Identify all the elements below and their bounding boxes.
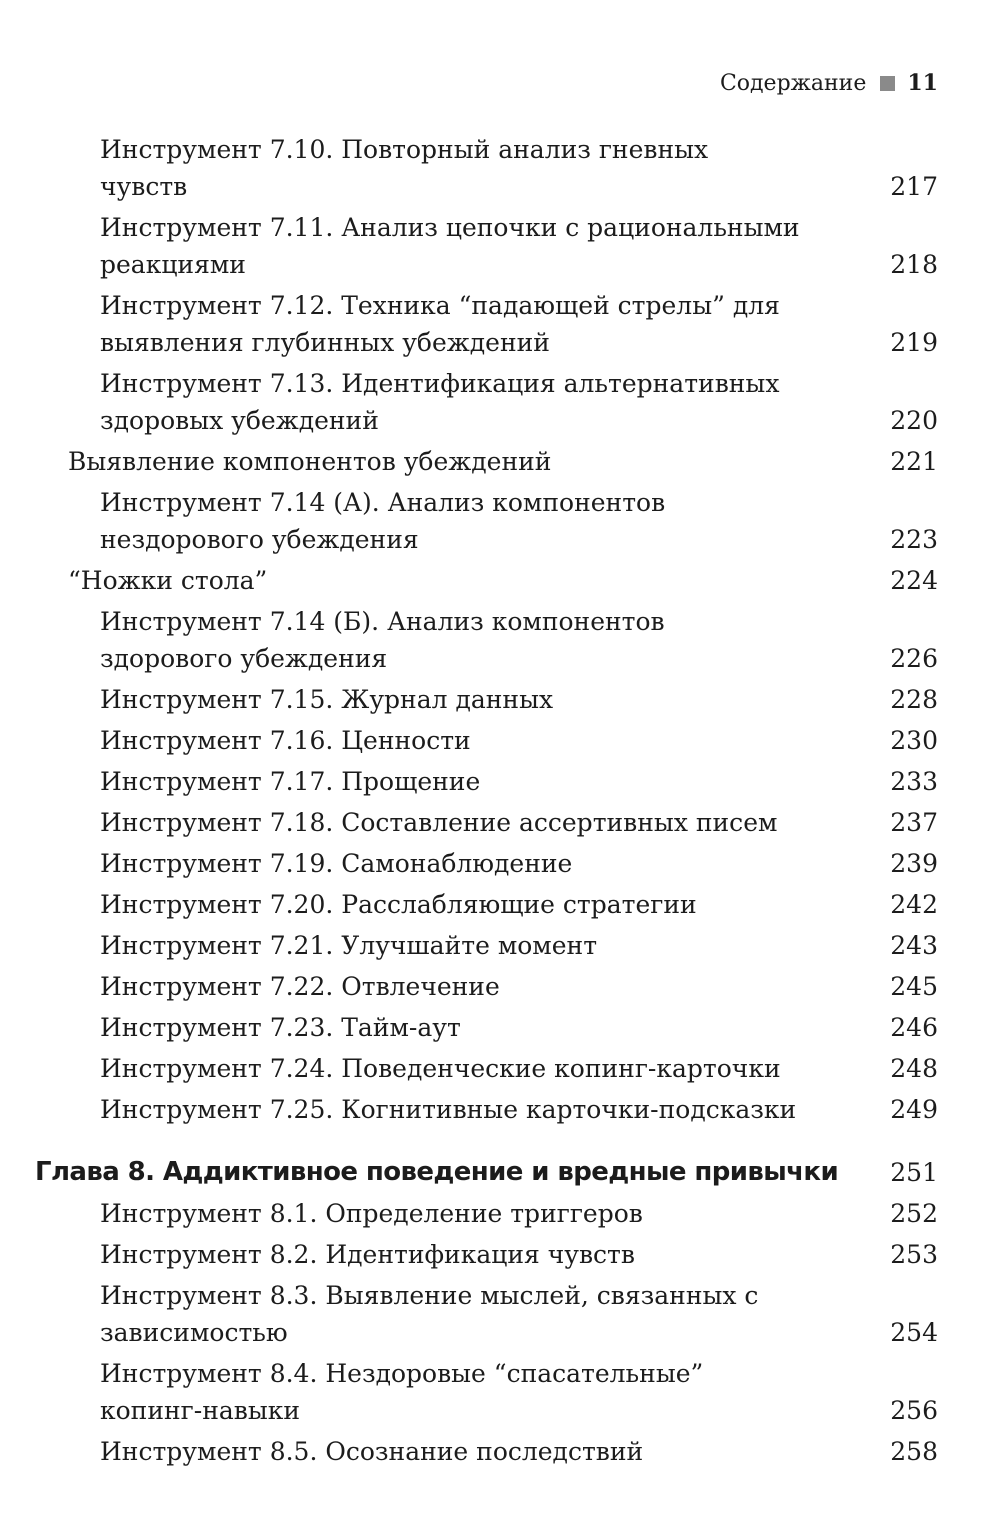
square-bullet-icon: [880, 76, 895, 91]
toc-entry-title: Инструмент 8.3. Выявление мыслей, связанных с зависимостью: [100, 1281, 759, 1347]
toc-entry-page: 253: [890, 1240, 938, 1269]
toc-entry-page: 249: [890, 1095, 938, 1124]
toc-chapter-page: 251: [890, 1158, 938, 1187]
toc-section-page: 224: [890, 566, 938, 595]
toc-entry-title: Инструмент 7.20. Расслабляющие стратегии: [100, 890, 697, 919]
toc-entry-page: 223: [890, 525, 938, 554]
toc-entry-page: 218: [890, 250, 938, 279]
toc-entry: [0, 603, 1000, 677]
toc-entry-title: Инструмент 7.16. Ценности: [100, 726, 471, 755]
toc-entry-title: Инструмент 7.15. Журнал данных: [100, 685, 554, 714]
toc-section-page: 221: [890, 447, 938, 476]
toc-entry: [0, 1277, 1000, 1351]
toc-entry-title: Инструмент 7.13. Идентификация альтернативных здоровых убеждений: [100, 369, 780, 435]
toc-entry-title: Инструмент 8.1. Определение триггеров: [100, 1199, 643, 1228]
toc-entry-page: 226: [890, 644, 938, 673]
toc-entry: [0, 1091, 1000, 1128]
toc-entry: [0, 1009, 1000, 1046]
toc-entry-title: Инструмент 8.4. Нездоровые “спасательные” копинг-навыки: [100, 1359, 704, 1425]
toc-entry-title: Инструмент 7.23. Тайм-аут: [100, 1013, 461, 1042]
toc-entry: [0, 484, 1000, 558]
toc-entry: [0, 681, 1000, 718]
toc-entry-page: 242: [890, 890, 938, 919]
toc-entry-page: 256: [890, 1396, 938, 1425]
toc-entry-title: Инструмент 7.11. Анализ цепочки с рациональными реакциями: [100, 213, 800, 279]
table-of-contents: [0, 131, 1000, 1474]
toc-entry-title: Инструмент 8.2. Идентификация чувств: [100, 1240, 635, 1269]
toc-entry-title: Инструмент 7.14 (А). Анализ компонентов нездорового убеждения: [100, 488, 666, 554]
toc-entry-page: 243: [890, 931, 938, 960]
toc-entry-page: 237: [890, 808, 938, 837]
toc-entry-title: Инструмент 7.12. Техника “падающей стрелы” для выявления глубинных убеждений: [100, 291, 780, 357]
toc-entry-page: 258: [890, 1437, 938, 1466]
section-title: Содержание: [719, 70, 867, 96]
toc-entry-title: Инструмент 7.14 (Б). Анализ компонентов здорового убеждения: [100, 607, 665, 673]
toc-entry: [0, 1355, 1000, 1429]
toc-entry-page: 217: [890, 172, 938, 201]
toc-entry: [0, 722, 1000, 759]
toc-entry-page: 228: [890, 685, 938, 714]
toc-entry: [0, 131, 1000, 205]
toc-entry-page: 220: [890, 406, 938, 435]
toc-entry-title: Инструмент 7.25. Когнитивные карточки-подсказки: [100, 1095, 797, 1124]
toc-entry: [0, 968, 1000, 1005]
toc-entry-title: Инструмент 7.10. Повторный анализ гневных чувств: [100, 135, 709, 201]
toc-entry: [0, 1195, 1000, 1232]
toc-entry: [0, 365, 1000, 439]
toc-entry-title: Инструмент 7.24. Поведенческие копинг-карточки: [100, 1054, 781, 1083]
toc-section: [0, 562, 1000, 599]
toc-entry-page: 248: [890, 1054, 938, 1083]
toc-entry-page: 252: [890, 1199, 938, 1228]
toc-entry: [0, 1433, 1000, 1470]
toc-entry-page: 254: [890, 1318, 938, 1347]
toc-entry: [0, 927, 1000, 964]
toc-entry-page: 239: [890, 849, 938, 878]
toc-entry-page: 230: [890, 726, 938, 755]
toc-section-title: “Ножки стола”: [68, 566, 268, 595]
toc-entry-title: Инструмент 7.21. Улучшайте момент: [100, 931, 598, 960]
toc-section: [0, 443, 1000, 480]
toc-entry: [0, 804, 1000, 841]
toc-entry: [0, 287, 1000, 361]
toc-entry: [0, 886, 1000, 923]
running-head: [720, 70, 938, 96]
toc-entry-page: 219: [890, 328, 938, 357]
toc-section-title: Выявление компонентов убеждений: [68, 447, 552, 476]
toc-entry-title: Инструмент 7.17. Прощение: [100, 767, 481, 796]
page-number: 11: [907, 70, 938, 96]
toc-entry: [0, 763, 1000, 800]
toc-chapter: [0, 1154, 1000, 1191]
toc-chapter-title: Глава 8. Аддиктивное поведение и вредные привычки: [35, 1157, 839, 1187]
toc-entry: [0, 1050, 1000, 1087]
toc-entry-page: 246: [890, 1013, 938, 1042]
toc-entry-title: Инструмент 7.19. Самонаблюдение: [100, 849, 573, 878]
toc-entry: [0, 209, 1000, 283]
toc-entry-page: 233: [890, 767, 938, 796]
toc-entry-title: Инструмент 7.22. Отвлечение: [100, 972, 500, 1001]
toc-entry-title: Инструмент 7.18. Составление ассертивных писем: [100, 808, 778, 837]
toc-entry: [0, 1236, 1000, 1273]
toc-entry-title: Инструмент 8.5. Осознание последствий: [100, 1437, 644, 1466]
toc-entry-page: 245: [890, 972, 938, 1001]
toc-entry: [0, 845, 1000, 882]
